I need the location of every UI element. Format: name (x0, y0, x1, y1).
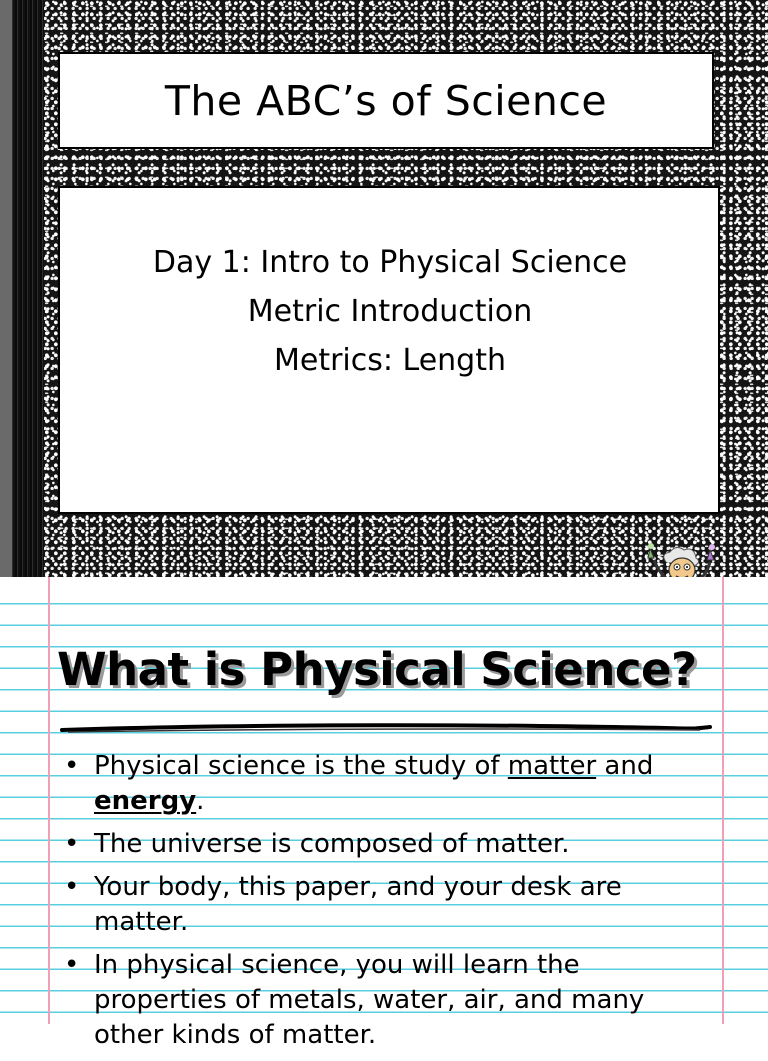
slide-title: The ABC’s of Science (164, 76, 608, 125)
subtitle-line-metric-intro: Metric Introduction (247, 294, 533, 329)
right-margin-line (722, 577, 724, 1024)
subtitle-line-day: Day 1: Intro to Physical Science (152, 245, 628, 280)
bullet-item (64, 749, 714, 819)
bullet-item (64, 948, 714, 1053)
bullet-text: Your body, this paper, and your desk are matter. (94, 872, 622, 937)
term-energy: energy (94, 786, 197, 816)
bullet-list (64, 749, 714, 1061)
subtitle-line-length: Metrics: Length (273, 343, 507, 378)
notebook-spine-edge (0, 0, 12, 577)
lined-paper-slide (0, 577, 768, 1050)
term-matter: matter (507, 751, 597, 781)
bullet-text: In physical science, you will learn the properties of metals, water, air, and many other kinds of matter. (94, 950, 645, 1050)
bullet-dot: • (64, 872, 80, 902)
bullet-text: Physical science is the study of (94, 751, 508, 781)
subtitle-box (58, 186, 720, 514)
bullet-text: The universe is composed of matter. (94, 829, 570, 859)
bullet-dot: • (64, 829, 80, 859)
left-margin-line (48, 577, 50, 1024)
bullet-item (64, 827, 714, 862)
bullet-text: . (196, 786, 205, 816)
subtitle-lines (60, 238, 720, 385)
title-box (58, 52, 714, 149)
bullet-dot: • (64, 950, 80, 980)
bullet-text: and (596, 751, 654, 781)
heading-underline (60, 720, 712, 740)
slide-heading: What is Physical Science? (57, 643, 697, 696)
bullet-dot: • (64, 751, 80, 781)
bullet-item (64, 870, 714, 940)
